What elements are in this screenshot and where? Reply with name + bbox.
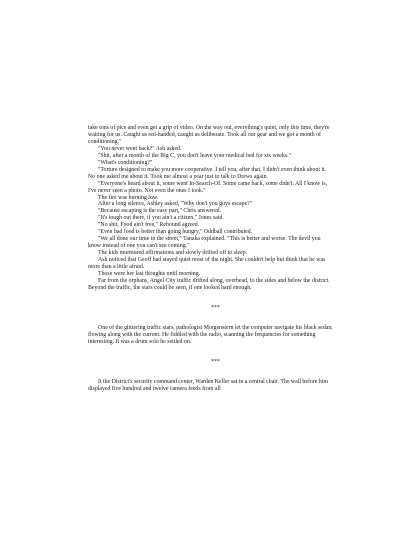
paragraph: Far from the orphans, Angel City traffic drifted along, overhead, to the sides and below the district. Beyond the traffic, the stars could be seen, if one looked hard enough. bbox=[88, 277, 330, 291]
paragraph: "Torture designed to make you more cooperative. I tell you, after that, I didn't even think about it. No one asked me about it. Took me almost a year just to talk to Drews again. bbox=[88, 166, 327, 180]
paragraph: "We all done our time in the street," Tanaka explained. "This is better and worse. The devil you know instead of one you can't see coming." bbox=[88, 236, 321, 250]
scene-break: *** bbox=[211, 358, 220, 365]
paragraph: "Shit, after a month of the Big C, you don't leave your medical bed for six weeks." bbox=[98, 152, 291, 159]
paragraph: "It's tough out there, if you ain't a citizen," Jones said. bbox=[98, 215, 224, 222]
spacer bbox=[88, 346, 333, 359]
paragraph: "What's conditioning?" bbox=[98, 159, 153, 166]
paragraph: After a long silence, Ashley asked, "Why don't you guys escape?" bbox=[98, 201, 253, 208]
body-text bbox=[88, 125, 333, 393]
paragraph: The kids murmured affirmations and slowly drifted off to sleep. bbox=[98, 250, 248, 257]
paragraph: It the District's security command center, Warden Keller sat in a central chair. The wall before him displayed five hundred and twelve camera feeds from all bbox=[88, 378, 328, 392]
paragraph: Ash noticed that Geoff had stayed quiet most of the night. She couldn't help but think that he was more than a little afraid. bbox=[88, 257, 326, 271]
paragraph: "Even bad food is better than going hungry," Oddball contributed. bbox=[98, 229, 253, 236]
scene-break: *** bbox=[211, 304, 220, 311]
spacer bbox=[88, 312, 333, 325]
paragraph: Those were her last thoughts until morning. bbox=[98, 271, 201, 278]
spacer bbox=[88, 366, 333, 379]
paragraph: "Because escaping is the easy part," Chris answered. bbox=[98, 208, 222, 215]
paragraph: "You never went back?" Ash asked. bbox=[98, 145, 182, 152]
paragraph: "Everyone's heard about it, some went In-Search-Of. Some came back, some didn't. All I know is, I've never seen a photo. Not even the ones I took." bbox=[88, 180, 328, 194]
paragraph: One of the glittering traffic stars, pathologist Morgenstern let the computer navigate his black sedan, flowing along with the current. He fiddled with the radio, scanning the frequencies for something interesting. It was a drum solo he settled on. bbox=[88, 324, 333, 345]
paragraph: take tons of pics and even get a grip of video. On the way out, everything's quiet, only this time, they're waiting for us. Caught us red-handed, caught us deliberate. Took all our gear and we got a month of conditioning." bbox=[88, 125, 330, 145]
paragraph: The fire was burning low. bbox=[98, 194, 159, 201]
paragraph: "No shit, Food ain't free," Rebound agreed. bbox=[98, 222, 200, 229]
spacer bbox=[88, 292, 333, 305]
